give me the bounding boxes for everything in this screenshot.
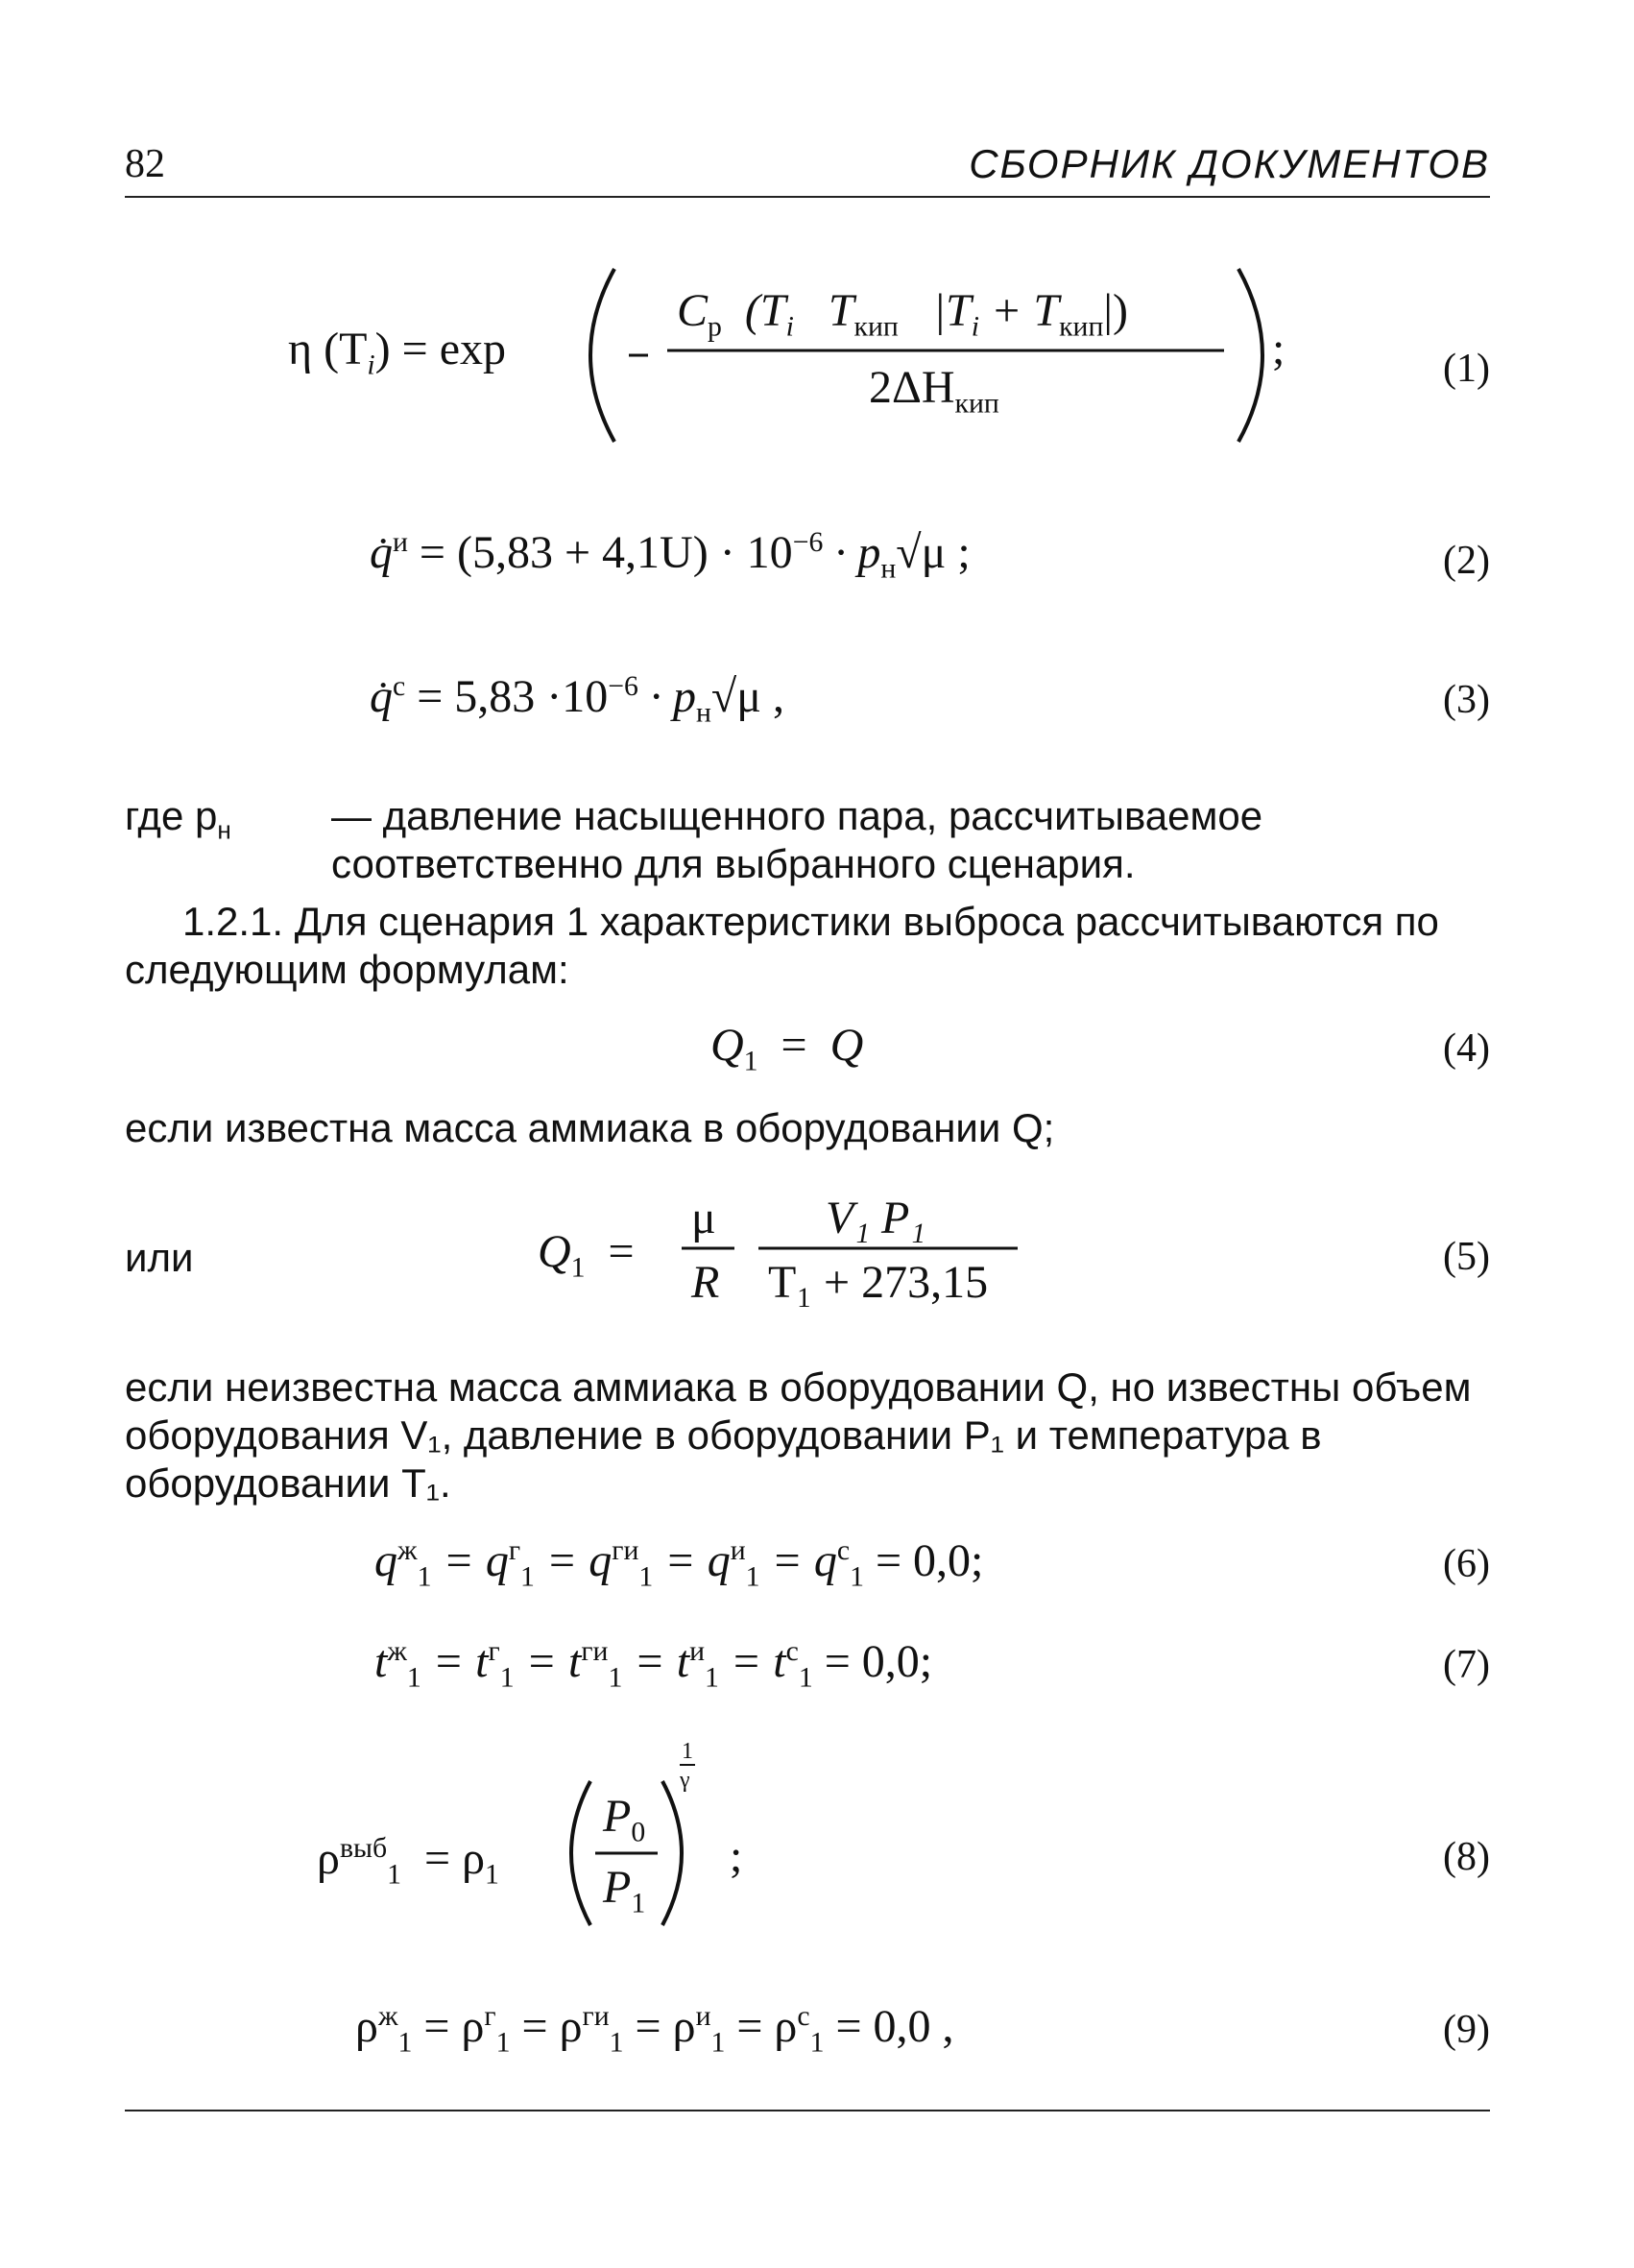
formula-5-frac2-den: T₁ + 273,15 — [768, 1257, 989, 1308]
formula-2: q̇$^и$ = $(5,83 + 4,1U) \cdot 10^{-6} \cdot p_н√\mu$ ; — [370, 526, 971, 585]
where-definition: — давление насыщенного пара, рассчитываемое соответственно для выбранного сценария. — [331, 793, 1263, 886]
formula-8-lhs: $\rho^{выб}_1 = \rho_1$ — [317, 1832, 499, 1891]
formula-1-numerator: $C_р$ ($T_i$ $T_{кип}$ $|T_i + T_{кип}|$) — [677, 285, 1128, 343]
formula-7: $t^ж_1 = t^г_1 = t^{ги}_1 = t^и_1 = t^с_1 = 0,0$; — [374, 1635, 933, 1694]
eq-number-4: (4) — [1443, 1026, 1490, 1071]
text-if-unknown: если неизвестна масса аммиака в оборудовании Q, но известны объем оборудования V₁, давление в оборудовании P₁ и температура в оборудовании T₁. — [125, 1364, 1472, 1506]
eq-number-3: (3) — [1443, 678, 1490, 722]
eq-number-5: (5) — [1443, 1235, 1490, 1279]
where-label: где $p_н$ — [125, 793, 231, 845]
formula-9: $\rho^ж_1 = \rho^г_1 = \rho^{ги}_1 = \rho^и_1 = \rho^с_1 = 0,0$ , — [355, 2000, 954, 2059]
formula-4: $Q_1 = Q$ — [710, 1020, 864, 1077]
eq-number-7: (7) — [1443, 1643, 1490, 1687]
eq-number-6: (6) — [1443, 1542, 1490, 1586]
formula-5-lhs: $Q_1$ = — [538, 1226, 635, 1284]
formula-1-denominator: $2\Delta H_{кип}$ — [869, 362, 999, 420]
formula-3: q̇$^с$ = $5,83 \cdot 10^{-6} \cdot p_н√\mu$ , — [370, 670, 784, 729]
page-number: 82 — [125, 142, 165, 186]
header-rule — [125, 196, 1490, 198]
running-title: СБОРНИК ДОКУМЕНТОВ — [969, 141, 1490, 186]
footer-rule — [125, 2110, 1490, 2111]
formula-8-numerator: $P_0$ — [603, 1791, 646, 1848]
formula-5-frac2-num: V₁ P₁ — [826, 1193, 926, 1243]
eq-number-8: (8) — [1443, 1835, 1490, 1879]
formula-8-exp-den: γ — [680, 1768, 690, 1793]
eq-number-2: (2) — [1443, 539, 1490, 583]
formula-5-frac1-den: R — [691, 1257, 720, 1308]
formula-5-frac1-num: μ — [691, 1193, 716, 1243]
formula-1-end: ; — [1272, 324, 1286, 374]
formula-6: $q^ж_1 = q^г_1 = q^{ги}_1 = q^и_1 = q^с_1 = 0,0$; — [374, 1534, 984, 1593]
formula-8-exp-num: 1 — [682, 1739, 693, 1764]
formula-8-denominator: $P_1$ — [603, 1862, 646, 1919]
eq-number-1: (1) — [1443, 347, 1490, 391]
eq-number-9: (9) — [1443, 2008, 1490, 2052]
formula-8-end: ; — [730, 1831, 743, 1882]
paragraph-1-2-1: 1.2.1. Для сценария 1 характеристики выброса рассчитываются по следующим формулам: — [125, 899, 1439, 992]
formula-1-lhs: η $(T_i) = \exp$ — [288, 324, 507, 381]
text-if-known: если известна масса аммиака в оборудовании Q; — [125, 1105, 1055, 1150]
text-or: или — [125, 1235, 194, 1280]
